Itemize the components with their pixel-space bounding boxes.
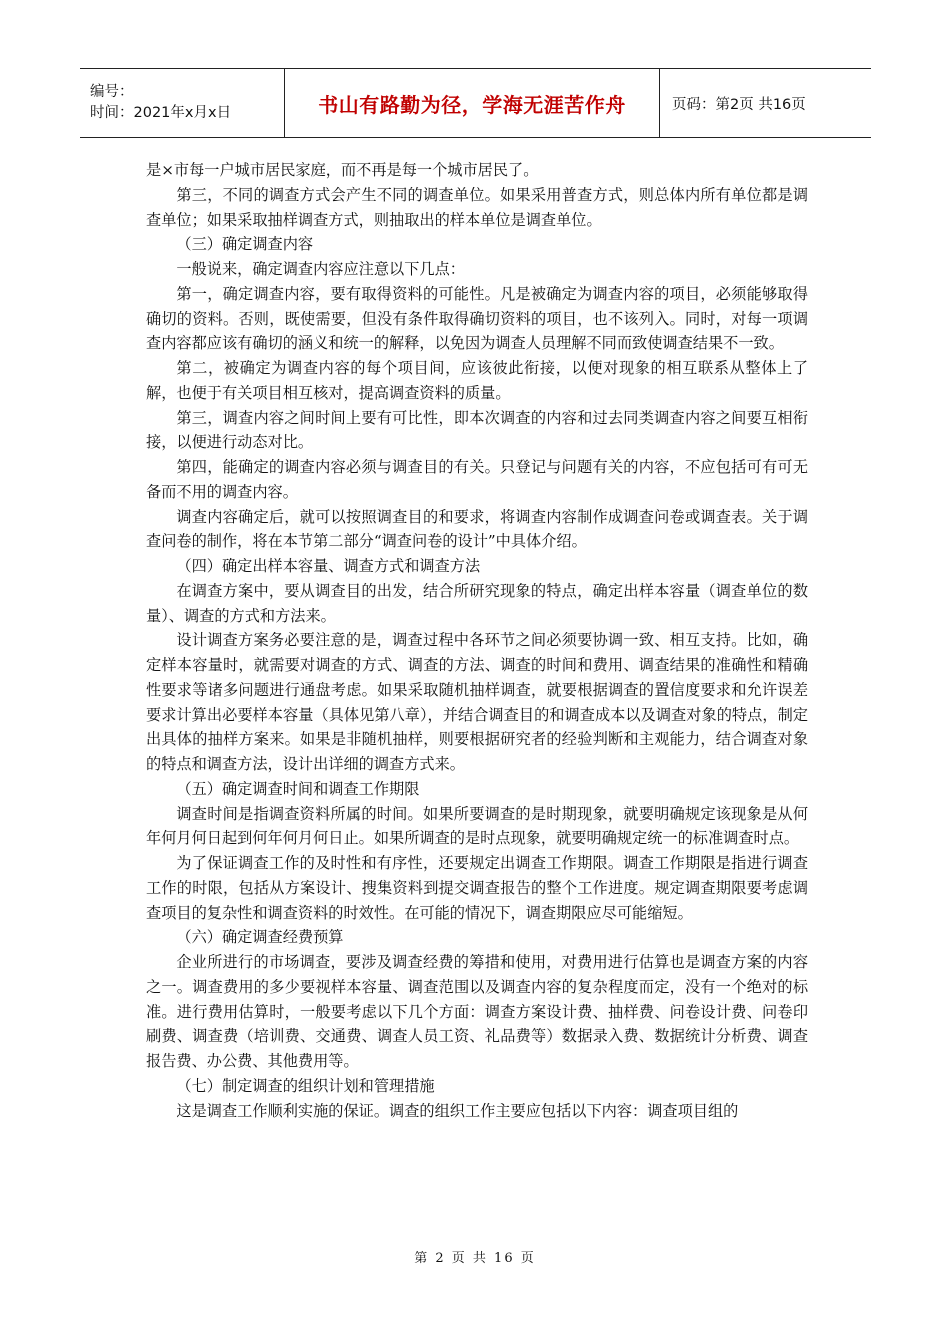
header-meta (80, 69, 285, 137)
document-date-label: 时间：2021年x月x日 (90, 105, 232, 121)
section-heading: （四）确定出样本容量、调查方式和调查方法 (176, 557, 481, 575)
header-motto: 书山有路勤为径，学海无涯苦作舟 (318, 92, 626, 117)
paragraph: 是×市每一户城市居民家庭，而不再是每一个城市居民了。 (146, 161, 539, 179)
paragraph: 调查时间是指调查资料所属的时间。如果所要调查的是时期现象，就要明确规定该现象是从何年何月何日起到何年何月何日止。如果所调查的是时点现象，就要明确规定统一的标准调查时点。 (146, 804, 808, 848)
paragraph: 第三，调查内容之间时间上要有可比性，即本次调查的内容和过去同类调查内容之间要互相衔接，以便进行动态对比。 (146, 408, 808, 452)
paragraph: 在调查方案中，要从调查目的出发，结合所研究现象的特点，确定出样本容量（调查单位的数量）、调查的方式和方法来。 (146, 581, 808, 625)
paragraph: 第二，被确定为调查内容的每个项目间，应该彼此衔接，以便对现象的相互联系从整体上了解，也便于有关项目相互核对，提高调查资料的质量。 (146, 359, 808, 402)
paragraph: 调查内容确定后，就可以按照调查目的和要求，将调查内容制作成调查问卷或调查表。关于调查问卷的制作，将在本节第二部分“调查问卷的设计”中具体介绍。 (146, 507, 808, 551)
paragraph: 第四，能确定的调查内容必须与调查目的有关。只登记与问题有关的内容，不应包括可有可无备而不用的调查内容。 (146, 458, 808, 501)
paragraph: 这是调查工作顺利实施的保证。调查的组织工作主要应包括以下内容：调查项目组的 (176, 1101, 739, 1120)
document-number-label: 编号： (90, 84, 134, 100)
page-footer: 第 2 页 共 16 页 (414, 1251, 536, 1266)
section-heading: （五）确定调查时间和调查工作期限 (176, 779, 420, 798)
document-body (146, 158, 808, 1123)
header-page-cell (660, 69, 871, 137)
section-heading: （七）制定调查的组织计划和管理措施 (176, 1076, 435, 1095)
paragraph: 企业所进行的市场调查，要涉及调查经费的筹措和使用，对费用进行估算也是调查方案的内容之一。调查费用的多少要视样本容量、调查范围以及调查内容的复杂程度而定，没有一个绝对的标准。进行费用估算时，一般要考虑以下几个方面：调查方案设计费、抽样费、问卷设计费、问卷印刷费、调查费（培训费、交通费、调查人员工资、礼品费等）数据录入费、数据统计分析费、调查报告费、办公费、其他费用等。 (146, 953, 808, 1070)
page-header (80, 68, 871, 138)
paragraph: 一般说来，确定调查内容应注意以下几点： (176, 260, 465, 278)
paragraph: 第一，确定调查内容，要有取得资料的可能性。凡是被确定为调查内容的项目，必须能够取得确切的资料。否则，既使需要，但没有条件取得确切资料的项目，也不该列入。同时，对每一项调查内容都应该有确切的涵义和统一的解释，以免因为调查人员理解不同而致使调查结果不一致。 (146, 284, 808, 353)
header-motto-cell (285, 69, 660, 137)
paragraph: 设计调查方案务必要注意的是，调查过程中各环节之间必须要协调一致、相互支持。比如，确定样本容量时，就需要对调查的方式、调查的方法、调查的时间和费用、调查结果的准确性和精确性要求等诸多问题进行通盘考虑。如果采取随机抽样调查，就要根据调查的置信度要求和允许误差要求计算出必要样本容量（具体见第八章），并结合调查目的和调查成本以及调查对象的特点，制定出具体的抽样方案来。如果是非随机抽样，则要根据研究者的经验判断和主观能力，结合调查对象的特点和调查方法，设计出详细的调查方式来。 (146, 631, 808, 773)
header-page-number: 页码：第2页 共16页 (672, 96, 806, 113)
section-heading: （六）确定调查经费预算 (176, 928, 344, 947)
paragraph: 为了保证调查工作的及时性和有序性，还要规定出调查工作期限。调查工作期限是指进行调查工作的时限，包括从方案设计、搜集资料到提交调查报告的整个工作进度。规定调查期限要考虑调查项目的复杂性和调查资料的时效性。在可能的情况下，调查期限应尽可能缩短。 (146, 854, 808, 922)
section-heading: （三）确定调查内容 (176, 235, 314, 254)
paragraph: 第三，不同的调查方式会产生不同的调查单位。如果采用普查方式，则总体内所有单位都是调查单位；如果采取抽样调查方式，则抽取出的样本单位是调查单位。 (146, 185, 808, 229)
